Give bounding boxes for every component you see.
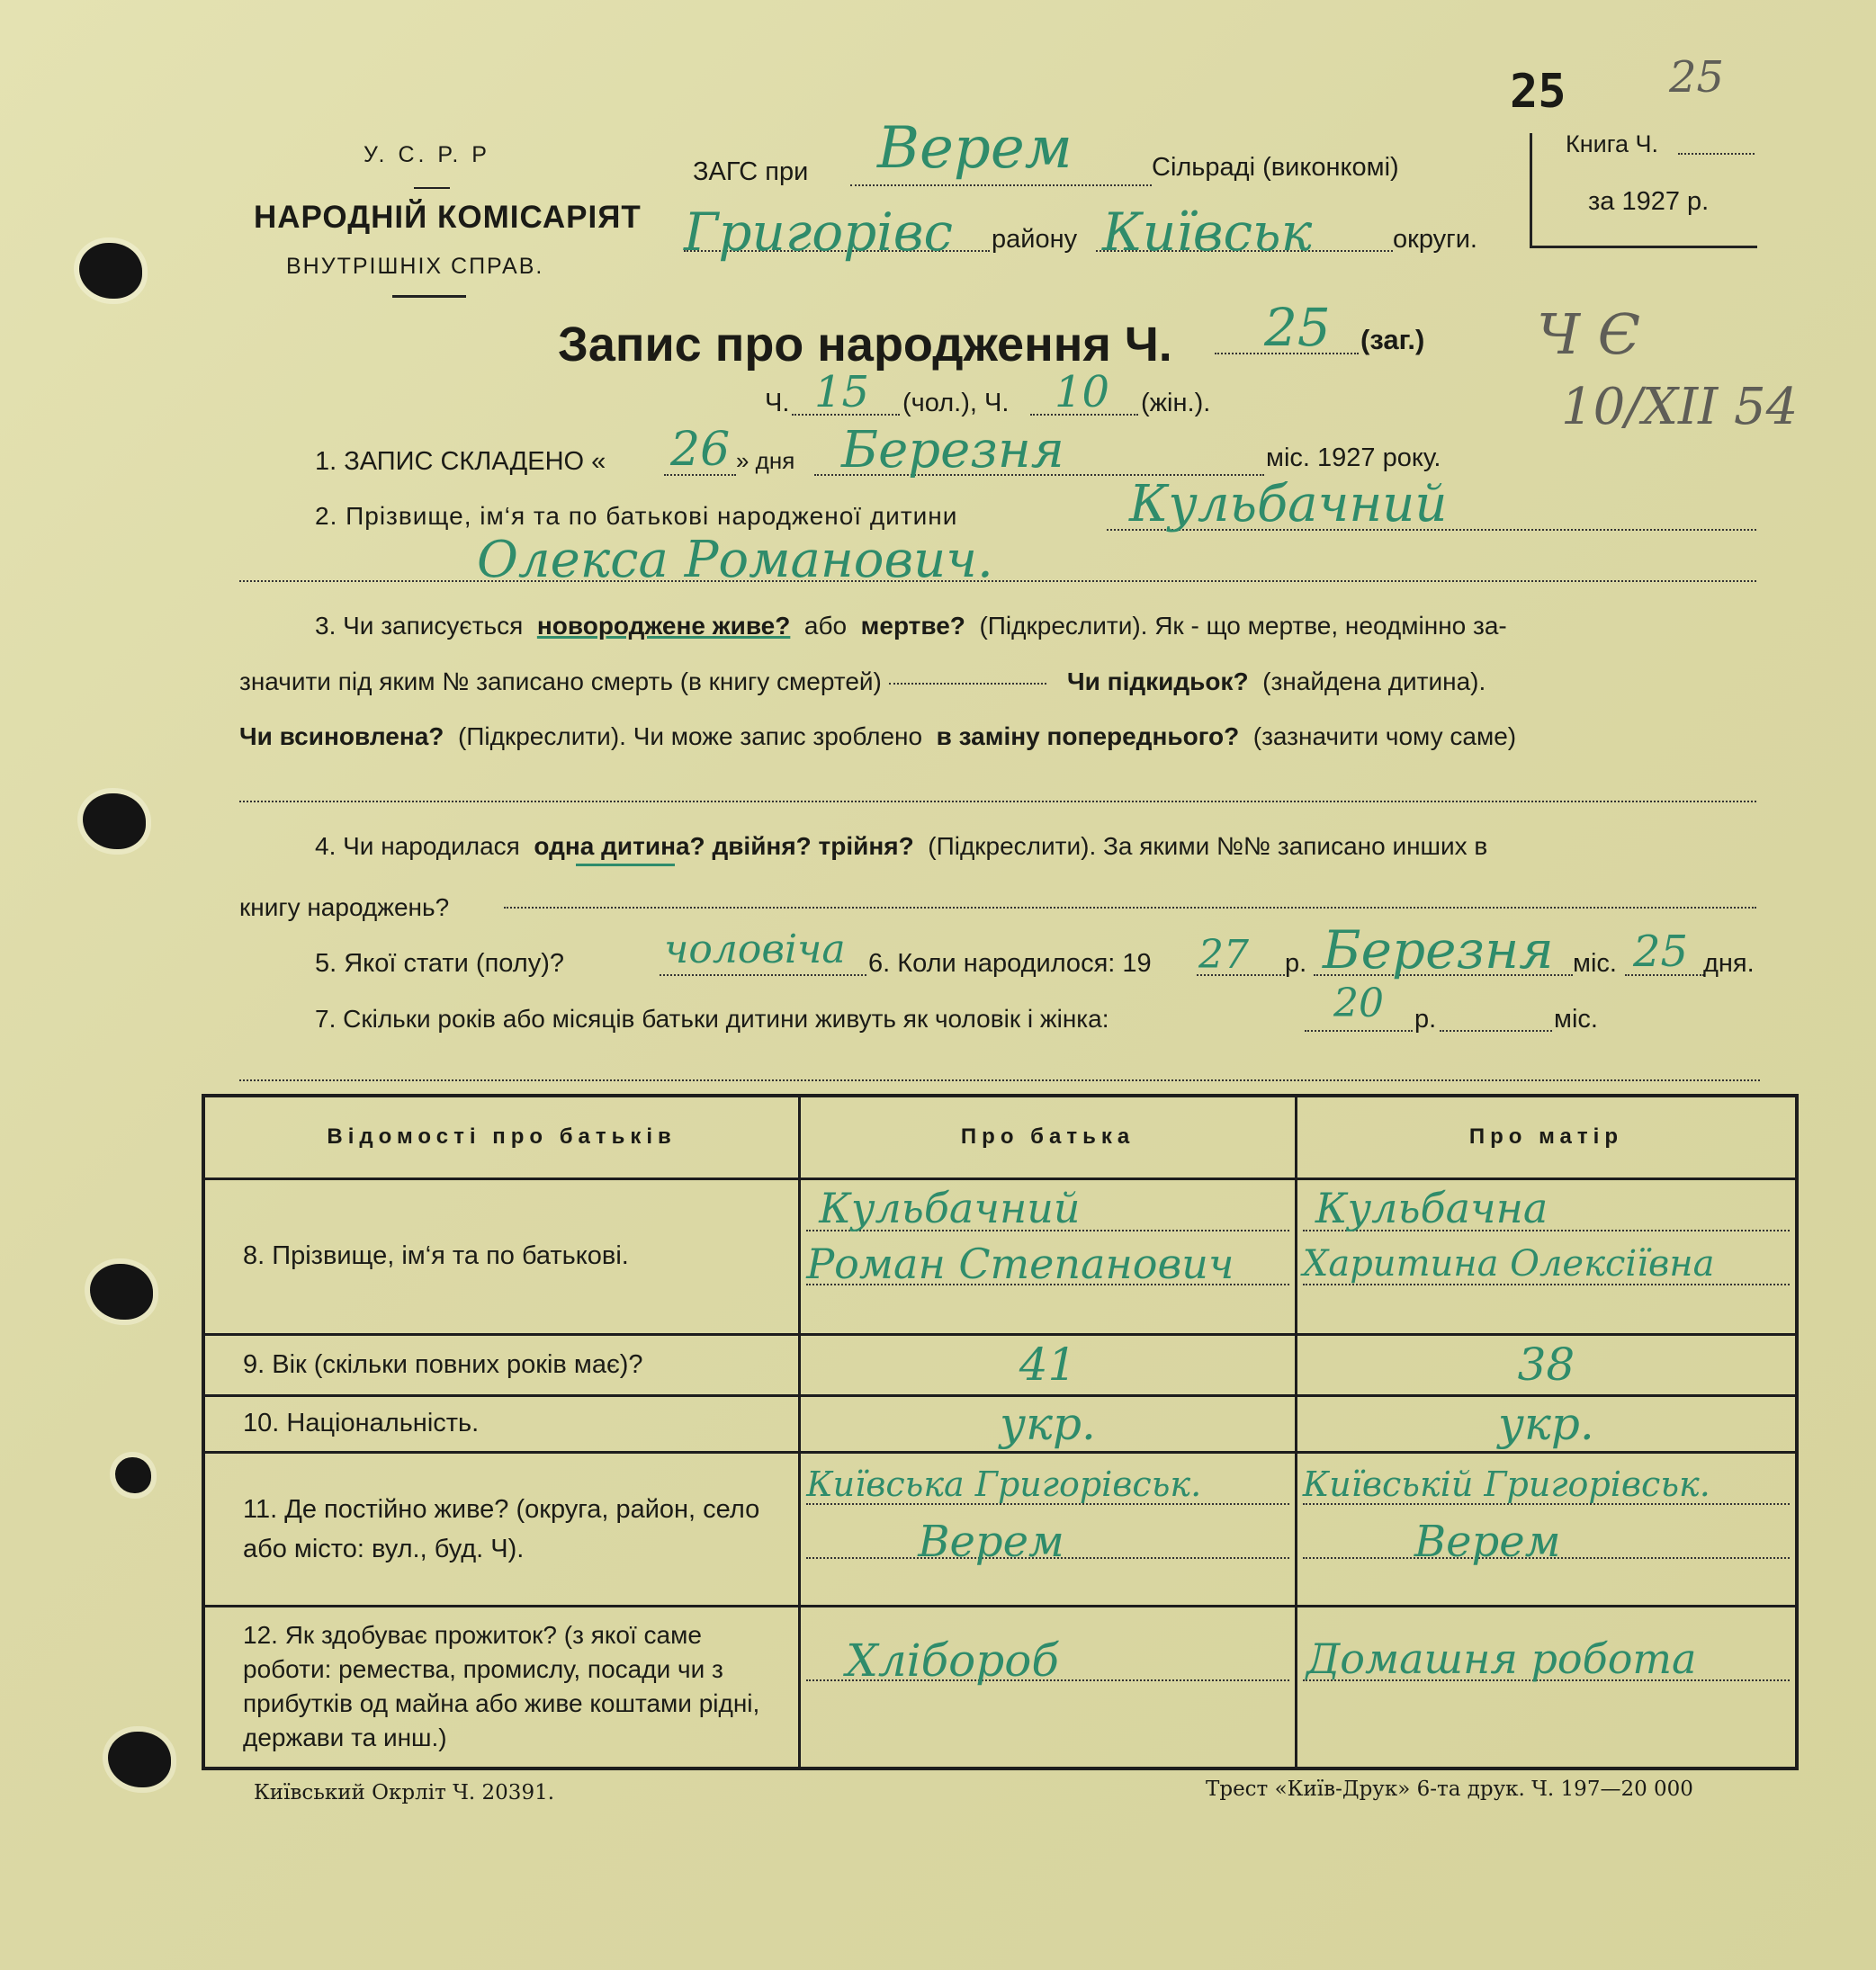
item3-death-number-line: [889, 683, 1046, 685]
divider: [392, 295, 466, 298]
father-nationality: укр.: [800, 1395, 1297, 1452]
item7-mis: міс.: [1554, 1005, 1598, 1034]
father-residence: [800, 1453, 1297, 1607]
header-father: Про батька: [800, 1096, 1297, 1178]
birth-year-handwriting: 27: [1198, 932, 1249, 978]
birth-month-handwriting: Березня: [1323, 919, 1554, 981]
book-year: за 1927 р.: [1588, 187, 1710, 216]
item4-line1: [315, 832, 1487, 861]
sex-handwriting: чоловіча: [664, 927, 846, 972]
table-header-row: [203, 1096, 1797, 1178]
item2-line-2: [239, 580, 1756, 582]
pencil-note-1: Ч Є: [1537, 301, 1641, 367]
item1-month-handwriting: Березня: [841, 421, 1064, 479]
row-label: 10. Національність.: [203, 1395, 800, 1452]
father-occupation-handwriting: Хлібороб: [846, 1634, 1059, 1687]
item5-label: 5. Якої стати (полу)?: [315, 949, 564, 978]
female-label: (жін.).: [1141, 389, 1211, 417]
item4-line: [504, 907, 1756, 909]
zags-village-handwriting: Верем: [877, 115, 1073, 182]
punch-hole: [83, 793, 146, 849]
header-mother: Про матір: [1296, 1096, 1797, 1178]
table-row: [203, 1178, 1797, 1334]
divider: [414, 187, 450, 189]
item1-day-handwriting: 26: [670, 423, 731, 477]
table-row: [203, 1606, 1797, 1769]
item5-line: [660, 974, 866, 976]
ussr-label: У. С. Р. Р: [364, 142, 490, 167]
item3-dead-option: мертве?: [860, 612, 965, 640]
row-label-text: 12. Як здобуває прожиток? (з якої саме роботи: ремества, промислу, посади чи з прибутків од майна або живе коштами рідні, держави та инш.): [243, 1621, 760, 1752]
mother-residence: [1296, 1453, 1797, 1607]
item6-label: 6. Коли народилося: 19: [868, 949, 1152, 978]
table-row: [203, 1453, 1797, 1607]
item4-underline: [576, 864, 675, 866]
mother-nationality: укр.: [1296, 1395, 1797, 1452]
commissariat-label: НАРОДНІЙ КОМІСАРІЯТ: [254, 200, 642, 235]
okruga-label: округи.: [1393, 225, 1477, 254]
record-title: Запис про народження Ч.: [558, 318, 1172, 372]
footer-left: Київський Окрліт Ч. 20391.: [254, 1781, 555, 1804]
mother-age: 38: [1296, 1334, 1797, 1395]
mother-fullname: [1296, 1178, 1797, 1334]
father-occupation: [800, 1606, 1297, 1769]
father-age: 41: [800, 1334, 1297, 1395]
item7-months-line: [1440, 1030, 1552, 1032]
item3-line1: [315, 612, 1507, 640]
marriage-years-handwriting: 20: [1333, 981, 1384, 1026]
row-label: [203, 1453, 800, 1607]
footer-right: Трест «Київ-Друк» 6-та друк. Ч. 197—20 000: [1206, 1777, 1693, 1801]
item4-text: 4. Чи народилася: [315, 832, 520, 860]
male-count-handwriting: 15: [814, 367, 870, 417]
row-label: [203, 1606, 800, 1769]
pencil-note-2: 10/XII 54: [1561, 378, 1799, 436]
child-surname-handwriting: Кульбачний: [1129, 475, 1448, 533]
item6-r: р.: [1285, 949, 1307, 978]
mother-name-handwriting: Харитина Олексіївна: [1302, 1242, 1715, 1285]
district-handwriting: Григорівс: [684, 201, 954, 263]
department-label: ВНУТРІШНІХ СПРАВ.: [286, 254, 544, 279]
header-info: Відомості про батьків: [203, 1096, 800, 1178]
mother-occupation-handwriting: Домашня робота: [1306, 1634, 1697, 1683]
zags-village-line: [850, 184, 1152, 186]
item1-suffix: міс. 1927 року.: [1266, 443, 1441, 472]
district-label: району: [992, 225, 1078, 254]
item7-r: р.: [1414, 1005, 1437, 1034]
item1-mid: » дня: [736, 447, 795, 474]
birth-day-handwriting: 25: [1633, 927, 1689, 977]
father-name-handwriting: Роман Степанович: [806, 1239, 1234, 1288]
father-residence-line2: Верем: [918, 1517, 1064, 1568]
item4-line2: книгу народжень?: [239, 893, 450, 921]
item7-line-2: [239, 1079, 1760, 1081]
item3-text: (Підкреслити). Як - що мертве, неодмінно за-: [979, 612, 1507, 640]
item4-options: одна дитина? двійня? трійня?: [534, 832, 914, 860]
item3-line3: [239, 722, 1516, 751]
female-count-handwriting: 10: [1055, 367, 1110, 417]
book-number-stamp: 25: [1510, 65, 1566, 119]
book-number-pencil: 25: [1669, 52, 1725, 103]
zags-prefix: ЗАГС при: [693, 157, 809, 186]
item3-text: (знайдена дитина).: [1262, 667, 1486, 695]
mother-residence-line1: Київській Григорівськ.: [1302, 1464, 1710, 1505]
item3-text: (зазначити чому саме): [1252, 722, 1517, 750]
okruga-handwriting: Київськ: [1102, 201, 1313, 263]
record-suffix: (заг.): [1360, 324, 1425, 355]
row-label: 8. Прізвище, ім‘я та по батькові.: [203, 1178, 800, 1334]
item7-label: 7. Скільки років або місяців батьки дитини живуть як чоловік і жінка:: [315, 1005, 1109, 1033]
father-fullname: [800, 1178, 1297, 1334]
punch-hole: [115, 1457, 151, 1493]
item2-label: 2. Прізвище, ім‘я та по батькові народженої дитини: [315, 502, 958, 530]
punch-hole: [108, 1732, 171, 1787]
item6-mis: міс.: [1573, 949, 1617, 978]
male-label: (чол.), Ч.: [902, 389, 1010, 417]
mother-occupation: [1296, 1606, 1797, 1769]
child-name-handwriting: Олекса Романович.: [477, 531, 993, 589]
record-number-handwriting: 25: [1264, 297, 1331, 358]
item3-line-4: [239, 801, 1756, 802]
row-label: 9. Вік (скільки повних років має)?: [203, 1334, 800, 1395]
item3-replacement-question: в заміну попереднього?: [936, 722, 1240, 750]
zags-suffix: Сільраді (виконкомі): [1152, 153, 1399, 182]
item3-text: або: [803, 612, 848, 640]
father-surname-handwriting: Кульбачний: [819, 1183, 1081, 1232]
book-number-line: [1678, 153, 1755, 155]
item3-foundling-question: Чи підкидьок?: [1066, 667, 1249, 695]
item7-years-line: [1305, 1030, 1413, 1032]
item3-adopted-question: Чи всиновлена?: [239, 722, 444, 750]
mother-residence-line2: Верем: [1414, 1517, 1561, 1568]
item3-line2: [239, 667, 1486, 696]
punch-hole: [79, 243, 142, 299]
table-row: [203, 1334, 1797, 1395]
book-label: Книга Ч.: [1566, 130, 1658, 157]
item3-alive-option: новороджене живе?: [536, 612, 791, 640]
mother-surname-handwriting: Кульбачна: [1315, 1183, 1548, 1232]
item3-text: 3. Чи записується: [315, 612, 524, 640]
item3-text: (Підкреслити). Чи може запис зроблено: [457, 722, 923, 750]
parents-table: [202, 1094, 1799, 1770]
table-row: [203, 1395, 1797, 1452]
item4-text: (Підкреслити). За якими №№ записано инших в: [928, 832, 1488, 860]
male-prefix: Ч.: [765, 389, 790, 417]
item6-dnya: дня.: [1703, 949, 1755, 978]
item3-text: значити під яким № записано смерть (в книгу смертей): [239, 667, 882, 695]
punch-hole: [90, 1264, 153, 1320]
father-residence-line1: Київська Григорівськ.: [806, 1464, 1202, 1505]
row-label-text: 11. Де постійно живе? (округа, район, село або місто: вул., буд. Ч).: [243, 1494, 760, 1563]
item1-prefix: 1. ЗАПИС СКЛАДЕНО «: [315, 447, 606, 476]
